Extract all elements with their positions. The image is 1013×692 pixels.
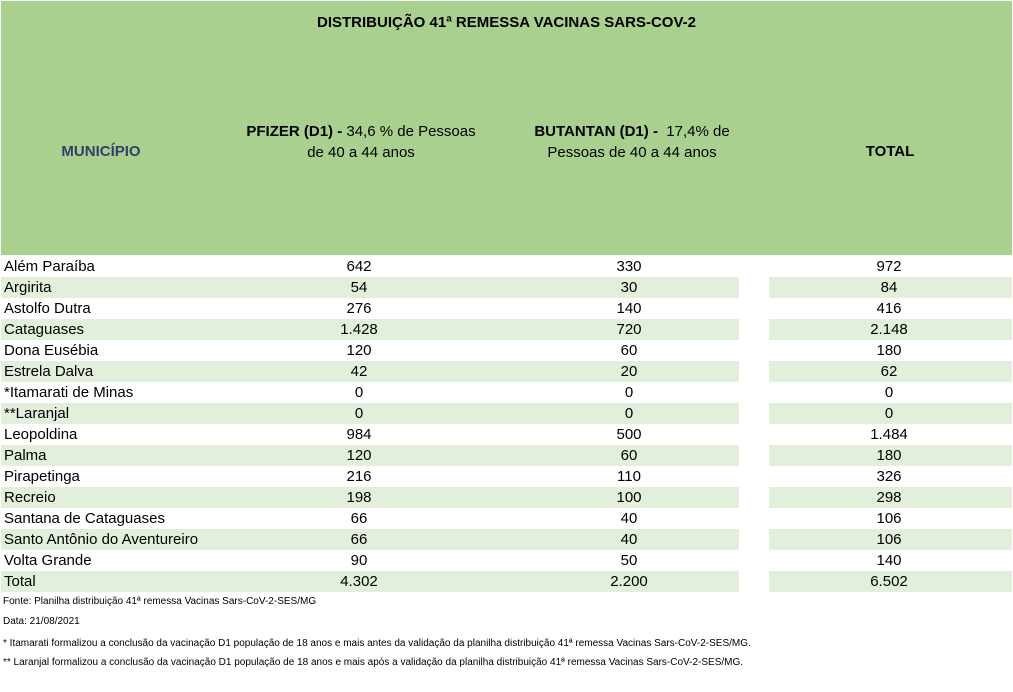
butantan-cell: 720 [616, 321, 642, 338]
total-cell: 106 [876, 510, 902, 527]
table-row [1, 256, 1012, 277]
pfizer-cell: 42 [350, 363, 368, 380]
table-row [1, 508, 1012, 529]
pfizer-header-desc-2: de 40 a 44 anos [307, 144, 415, 161]
municipio-cell: *Itamarati de Minas [4, 384, 134, 401]
pfizer-cell: 66 [350, 510, 368, 527]
pfizer-header-desc-1: 34,6 % de Pessoas [342, 123, 476, 140]
municipio-cell: Palma [4, 447, 47, 464]
butantan-cell: 30 [620, 279, 638, 296]
municipio-cell: Astolfo Dutra [4, 300, 91, 317]
total-cell: 180 [876, 342, 902, 359]
source-note: Fonte: Planilha distribuição 41ª remessa Vacinas Sars-CoV-2-SES/MG [3, 596, 317, 607]
table-body [1, 256, 1012, 592]
butantan-cell: 500 [616, 426, 642, 443]
pfizer-cell: 0 [354, 384, 364, 401]
total-cell: 416 [876, 300, 902, 317]
municipio-cell: Recreio [4, 489, 56, 506]
page-title: DISTRIBUIÇÃO 41ª REMESSA VACINAS SARS-COV-2 [317, 14, 696, 31]
municipio-cell: Cataguases [4, 321, 85, 338]
pfizer-cell: 120 [346, 342, 372, 359]
municipio-cell: Santo Antônio do Aventureiro [4, 531, 199, 548]
municipio-cell: Dona Eusébia [4, 342, 99, 359]
municipio-cell: Leopoldina [4, 426, 78, 443]
laranjal-footnote: ** Laranjal formalizou a conclusão da vacinação D1 população de 18 anos e mais após a validação da planilha distribuição 41ª remessa Vacinas Sars-CoV-2-SES/MG. [3, 657, 744, 668]
butantan-cell: 50 [620, 552, 638, 569]
total-cell: 0 [884, 384, 894, 401]
total-cell: 140 [876, 552, 902, 569]
pfizer-cell: 1.428 [340, 321, 378, 338]
column-header-municipio: MUNICÍPIO [61, 143, 141, 160]
total-cell: 326 [876, 468, 902, 485]
table-row [1, 340, 1012, 361]
table-row [1, 277, 1012, 298]
municipio-cell: Total [4, 573, 36, 590]
table-row [1, 361, 1012, 382]
itamarati-footnote: * Itamarati formalizou a conclusão da vacinação D1 população de 18 anos e mais antes da validação da planilha distribuição 41ª remessa Vacinas Sars-CoV-2-SES/MG. [3, 638, 751, 649]
table-row [1, 382, 1012, 403]
table-row [1, 466, 1012, 487]
column-header-pfizer [231, 121, 491, 163]
butantan-header-label: BUTANTAN (D1) - [534, 123, 658, 140]
pfizer-cell: 984 [346, 426, 372, 443]
butantan-header-desc-1: 17,4% de [657, 123, 730, 140]
total-cell: 1.484 [870, 426, 908, 443]
column-header-total: TOTAL [865, 143, 915, 160]
total-cell: 6.502 [870, 573, 908, 590]
pfizer-cell: 0 [354, 405, 364, 422]
table-row [1, 571, 1012, 592]
pfizer-cell: 216 [346, 468, 372, 485]
date-note: Data: 21/08/2021 [3, 616, 80, 627]
table-row [1, 319, 1012, 340]
pfizer-cell: 198 [346, 489, 372, 506]
butantan-cell: 100 [616, 489, 642, 506]
butantan-header-desc-2: Pessoas de 40 a 44 anos [547, 144, 717, 161]
pfizer-cell: 54 [350, 279, 368, 296]
total-cell: 298 [876, 489, 902, 506]
table-row [1, 424, 1012, 445]
total-cell: 2.148 [870, 321, 908, 338]
table-header [1, 1, 1012, 255]
municipio-cell: Além Paraíba [4, 258, 95, 275]
total-cell: 84 [880, 279, 898, 296]
table-row [1, 298, 1012, 319]
pfizer-cell: 276 [346, 300, 372, 317]
municipio-cell: Estrela Dalva [4, 363, 94, 380]
municipio-cell: Pirapetinga [4, 468, 80, 485]
municipio-cell: Santana de Cataguases [4, 510, 165, 527]
butantan-cell: 140 [616, 300, 642, 317]
pfizer-cell: 642 [346, 258, 372, 275]
butantan-cell: 0 [624, 405, 634, 422]
butantan-cell: 40 [620, 531, 638, 548]
butantan-cell: 110 [617, 468, 641, 485]
butantan-cell: 2.200 [610, 573, 648, 590]
municipio-cell: **Laranjal [4, 405, 70, 422]
column-header-butantan [501, 121, 763, 163]
total-cell: 180 [876, 447, 902, 464]
butantan-cell: 330 [616, 258, 642, 275]
table-row [1, 403, 1012, 424]
pfizer-header-label: PFIZER (D1) - [246, 123, 343, 140]
table-row [1, 550, 1012, 571]
butantan-cell: 40 [620, 510, 638, 527]
table-row [1, 445, 1012, 466]
pfizer-cell: 90 [350, 552, 368, 569]
butantan-cell: 0 [624, 384, 634, 401]
total-cell: 0 [884, 405, 894, 422]
total-cell: 972 [876, 258, 902, 275]
butantan-cell: 20 [620, 363, 638, 380]
table-row [1, 529, 1012, 550]
pfizer-cell: 66 [350, 531, 368, 548]
municipio-cell: Argirita [4, 279, 52, 296]
pfizer-cell: 4.302 [340, 573, 378, 590]
total-cell: 62 [880, 363, 898, 380]
total-cell: 106 [876, 531, 902, 548]
pfizer-cell: 120 [346, 447, 372, 464]
municipio-cell: Volta Grande [4, 552, 92, 569]
table-row [1, 487, 1012, 508]
butantan-cell: 60 [620, 447, 638, 464]
butantan-cell: 60 [620, 342, 638, 359]
